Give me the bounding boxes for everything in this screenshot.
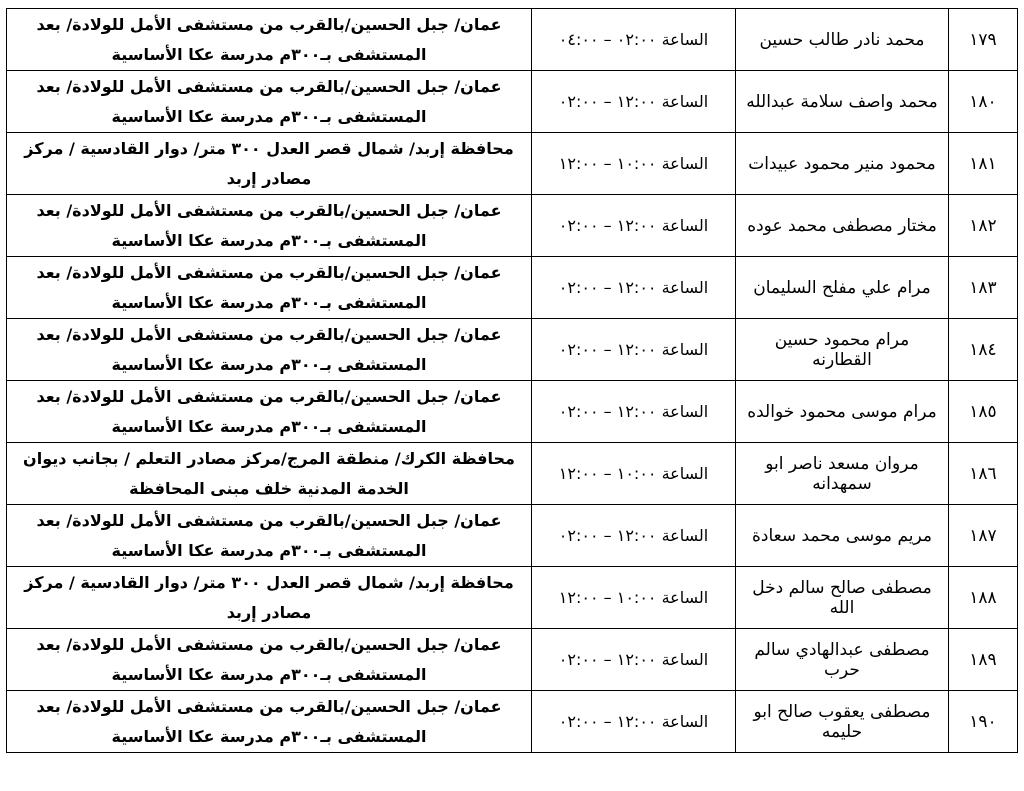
person-name: مروان مسعد ناصر ابو سمهدانه	[736, 443, 949, 505]
location-address: عمان/ جبل الحسين/بالقرب من مستشفى الأمل للولادة/ بعد المستشفى بـ٣٠٠م مدرسة عكا الأساسية	[7, 691, 532, 753]
location-address: عمان/ جبل الحسين/بالقرب من مستشفى الأمل للولادة/ بعد المستشفى بـ٣٠٠م مدرسة عكا الأساسية	[7, 71, 532, 133]
row-number: ١٨٥	[949, 381, 1018, 443]
table-row	[7, 257, 1018, 319]
table-row	[7, 195, 1018, 257]
row-number: ١٨٠	[949, 71, 1018, 133]
row-number: ١٨٢	[949, 195, 1018, 257]
table-row	[7, 319, 1018, 381]
table-row	[7, 691, 1018, 753]
row-number: ١٨٩	[949, 629, 1018, 691]
row-number: ١٨١	[949, 133, 1018, 195]
row-number: ١٨٣	[949, 257, 1018, 319]
table-row	[7, 505, 1018, 567]
location-address: محافظة إربد/ شمال قصر العدل ٣٠٠ متر/ دوار القادسية / مركز مصادر إربد	[7, 567, 532, 629]
appointment-time: الساعة ١٠:٠٠ – ١٢:٠٠	[532, 567, 736, 629]
location-address: عمان/ جبل الحسين/بالقرب من مستشفى الأمل للولادة/ بعد المستشفى بـ٣٠٠م مدرسة عكا الأساسية	[7, 505, 532, 567]
location-address: محافظة الكرك/ منطقة المرج/مركز مصادر التعلم / بجانب ديوان الخدمة المدنية خلف مبنى المحافظة	[7, 443, 532, 505]
person-name: محمد واصف سلامة عبدالله	[736, 71, 949, 133]
appointment-time: الساعة ٠٢:٠٠ – ٠٤:٠٠	[532, 9, 736, 71]
row-number: ١٨٨	[949, 567, 1018, 629]
appointment-time: الساعة ١٢:٠٠ – ٠٢:٠٠	[532, 381, 736, 443]
table-row	[7, 629, 1018, 691]
appointment-time: الساعة ١٠:٠٠ – ١٢:٠٠	[532, 443, 736, 505]
row-number: ١٨٧	[949, 505, 1018, 567]
table-row	[7, 133, 1018, 195]
person-name: مريم موسى محمد سعادة	[736, 505, 949, 567]
table-row	[7, 9, 1018, 71]
location-address: محافظة إربد/ شمال قصر العدل ٣٠٠ متر/ دوار القادسية / مركز مصادر إربد	[7, 133, 532, 195]
person-name: مختار مصطفى محمد عوده	[736, 195, 949, 257]
location-address: عمان/ جبل الحسين/بالقرب من مستشفى الأمل للولادة/ بعد المستشفى بـ٣٠٠م مدرسة عكا الأساسية	[7, 381, 532, 443]
person-name: محمد نادر طالب حسين	[736, 9, 949, 71]
appointment-time: الساعة ١٢:٠٠ – ٠٢:٠٠	[532, 195, 736, 257]
row-number: ١٩٠	[949, 691, 1018, 753]
appointment-time: الساعة ١٢:٠٠ – ٠٢:٠٠	[532, 257, 736, 319]
appointment-time: الساعة ١٢:٠٠ – ٠٢:٠٠	[532, 691, 736, 753]
row-number: ١٨٤	[949, 319, 1018, 381]
location-address: عمان/ جبل الحسين/بالقرب من مستشفى الأمل للولادة/ بعد المستشفى بـ٣٠٠م مدرسة عكا الأساسية	[7, 9, 532, 71]
person-name: مرام موسى محمود خوالده	[736, 381, 949, 443]
appointment-time: الساعة ١٠:٠٠ – ١٢:٠٠	[532, 133, 736, 195]
schedule-table	[6, 8, 1018, 753]
person-name: مرام علي مفلح السليمان	[736, 257, 949, 319]
table-row	[7, 381, 1018, 443]
person-name: مصطفى صالح سالم دخل الله	[736, 567, 949, 629]
person-name: مصطفى يعقوب صالح ابو حليمه	[736, 691, 949, 753]
person-name: محمود منير محمود عبيدات	[736, 133, 949, 195]
table-row	[7, 567, 1018, 629]
appointment-time: الساعة ١٢:٠٠ – ٠٢:٠٠	[532, 629, 736, 691]
row-number: ١٧٩	[949, 9, 1018, 71]
table-row	[7, 443, 1018, 505]
row-number: ١٨٦	[949, 443, 1018, 505]
location-address: عمان/ جبل الحسين/بالقرب من مستشفى الأمل للولادة/ بعد المستشفى بـ٣٠٠م مدرسة عكا الأساسية	[7, 319, 532, 381]
appointment-time: الساعة ١٢:٠٠ – ٠٢:٠٠	[532, 319, 736, 381]
location-address: عمان/ جبل الحسين/بالقرب من مستشفى الأمل للولادة/ بعد المستشفى بـ٣٠٠م مدرسة عكا الأساسية	[7, 195, 532, 257]
table-row	[7, 71, 1018, 133]
person-name: مصطفى عبدالهادي سالم حرب	[736, 629, 949, 691]
location-address: عمان/ جبل الحسين/بالقرب من مستشفى الأمل للولادة/ بعد المستشفى بـ٣٠٠م مدرسة عكا الأساسية	[7, 629, 532, 691]
location-address: عمان/ جبل الحسين/بالقرب من مستشفى الأمل للولادة/ بعد المستشفى بـ٣٠٠م مدرسة عكا الأساسية	[7, 257, 532, 319]
appointment-time: الساعة ١٢:٠٠ – ٠٢:٠٠	[532, 71, 736, 133]
person-name: مرام محمود حسين القطارنه	[736, 319, 949, 381]
appointment-time: الساعة ١٢:٠٠ – ٠٢:٠٠	[532, 505, 736, 567]
